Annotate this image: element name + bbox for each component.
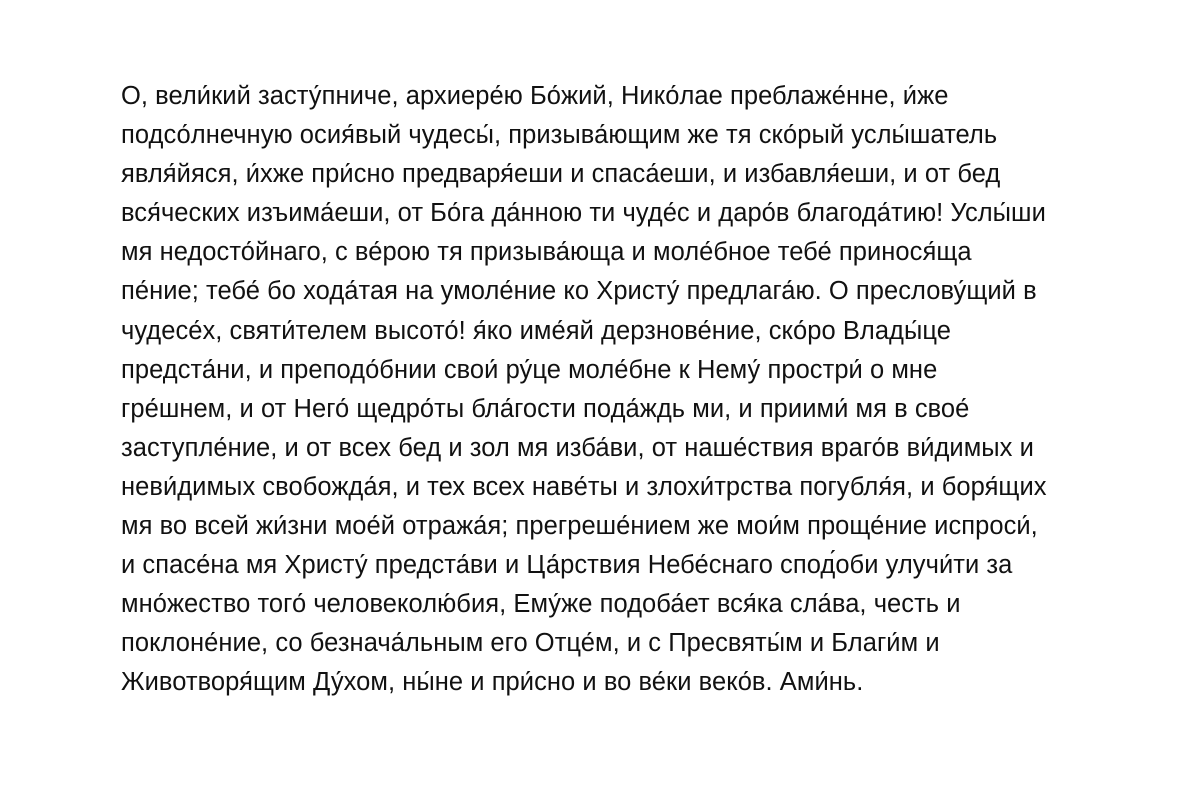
text-line: заступле́ние, и от всех бед и зол мя изба́ви, от наше́ствия враго́в ви́димых и (121, 433, 1034, 462)
text-line: О, вели́кий засту́пниче, архиере́ю Бо́жий, Нико́лае преблаже́нне, и́же (121, 82, 949, 110)
prayer-text (121, 77, 1131, 703)
text-line: поклоне́ние, со безнача́льным его Отце́м, и с Пресвяты́м и Благи́м и (121, 629, 940, 658)
text-line: Животворя́щим Ду́хом, ны́не и при́сно и во ве́ки веко́в. Ами́нь. (121, 668, 864, 697)
text-line: вся́ческих изъима́еши, от Бо́га да́нною ти чуде́с и даро́в благода́тию! Услы́ши (121, 199, 1046, 228)
text-line: и спасе́на мя Христу́ предста́ви и Ца́рствия Небе́снаго спод́оби улучи́ти за (121, 551, 1013, 580)
text-line: чудесе́х, святи́телем высото́! я́ко име́яй дерзнове́ние, ско́ро Влады́це (121, 316, 951, 345)
text-line: подсо́лнечную осия́вый чудесы́, призыва́ющим же тя ско́рый услы́шатель (121, 121, 998, 150)
text-line: мя недосто́йнаго, с ве́рою тя призыва́юща и моле́бное тебе́ принося́ща (121, 238, 972, 267)
text-line: неви́димых свобожда́я, и тех всех наве́ты и злохи́трства погубля́я, и боря́щих (121, 472, 1047, 501)
text-line: предста́ни, и преподо́бнии свои́ ру́це моле́бне к Нему́ простри́ о мне (121, 355, 938, 384)
text-line: мно́жество того́ человеколю́бия, Ему́же подоба́ет вся́ка сла́ва, честь и (121, 590, 961, 619)
text-line: мя во всей жи́зни мое́й отража́я; прегреше́нием же мои́м проще́ние испроси́, (121, 512, 1038, 541)
text-line: гре́шнем, и от Него́ щедро́ты бла́гости пода́ждь ми, и приими́ мя в свое́ (121, 394, 970, 423)
text-line: пе́ние; тебе́ бо хода́тая на умоле́ние ко Христу́ предлага́ю. О преслову́щий в (121, 277, 1037, 306)
text-line: явля́йяся, и́хже при́сно предваря́еши и спаса́еши, и избавля́еши, и от бед (121, 160, 1001, 189)
